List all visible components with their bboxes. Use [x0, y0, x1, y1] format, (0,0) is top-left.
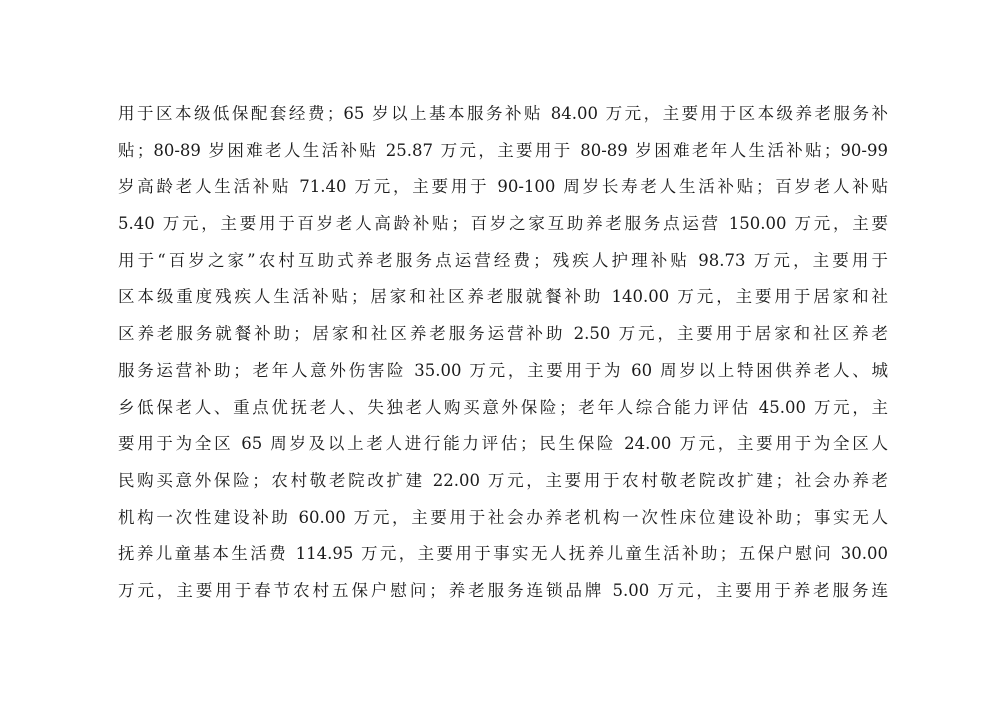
text-line: 贴；80-89 岁困难老人生活补贴 25.87 万元，主要用于 80-89 岁困难老年人生活补贴；90-99 — [118, 140, 888, 160]
text-line: 乡低保老人、重点优抚老人、失独老人购买意外保险；老年人综合能力评估 45.00 万元，主 — [118, 397, 888, 417]
text-line: 万元，主要用于春节农村五保户慰问；养老服务连锁品牌 5.00 万元，主要用于养老服务连 — [118, 580, 888, 600]
text-line: 民购买意外保险；农村敬老院改扩建 22.00 万元，主要用于农村敬老院改扩建；社会办养老 — [118, 470, 888, 490]
text-line: 机构一次性建设补助 60.00 万元，主要用于社会办养老机构一次性床位建设补助；事实无人 — [118, 507, 888, 527]
text-line: 服务运营补助；老年人意外伤害险 35.00 万元，主要用于为 60 周岁以上特困供养老人、城 — [118, 360, 888, 380]
text-line: 用于区本级低保配套经费；65 岁以上基本服务补贴 84.00 万元，主要用于区本级养老服务补 — [118, 104, 888, 123]
text-line: 区养老服务就餐补助；居家和社区养老服务运营补助 2.50 万元，主要用于居家和社区养老 — [118, 324, 888, 344]
text-line: 要用于为全区 65 周岁及以上老人进行能力评估；民生保险 24.00 万元，主要用于为全区人 — [118, 434, 888, 454]
text-line: 区本级重度残疾人生活补贴；居家和社区养老服就餐补助 140.00 万元，主要用于居家和社 — [118, 287, 888, 307]
text-line: 用于“百岁之家”农村互助式养老服务点运营经费；残疾人护理补贴 98.73 万元，主要用于 — [118, 250, 888, 270]
text-line: 5.40 万元，主要用于百岁老人高龄补贴；百岁之家互助养老服务点运营 150.00 万元，主要 — [118, 214, 888, 234]
body-paragraph — [118, 96, 888, 610]
text-line: 抚养儿童基本生活费 114.95 万元，主要用于事实无人抚养儿童生活补助；五保户慰问 30.00 — [118, 544, 888, 564]
text-line: 岁高龄老人生活补贴 71.40 万元，主要用于 90-100 周岁长寿老人生活补贴；百岁老人补贴 — [118, 177, 888, 197]
